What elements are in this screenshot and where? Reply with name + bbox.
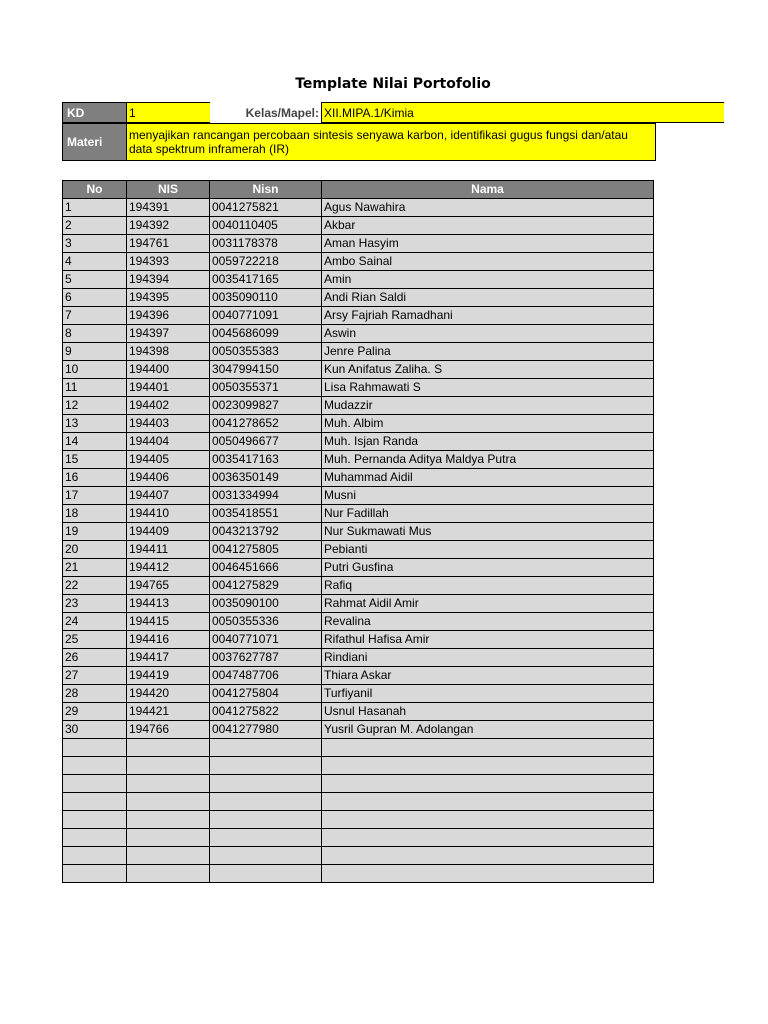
materi-label: Materi [63,124,127,161]
kd-row [62,102,724,123]
table-row [63,415,654,433]
cell-no[interactable]: 7 [63,307,127,325]
cell-no[interactable]: 29 [63,703,127,721]
cell-nis[interactable]: 194402 [127,397,210,415]
table-row [63,829,654,847]
cell-nama[interactable]: Kun Anifatus Zaliha. S [322,361,654,379]
cell-nisn[interactable]: 0041275822 [210,703,322,721]
cell-no[interactable]: 17 [63,487,127,505]
cell-nama[interactable] [322,793,654,811]
cell-nis[interactable] [127,775,210,793]
cell-nis[interactable]: 194400 [127,361,210,379]
cell-no[interactable]: 5 [63,271,127,289]
cell-nisn[interactable]: 0040110405 [210,217,322,235]
cell-no[interactable] [63,739,127,757]
cell-no[interactable]: 30 [63,721,127,739]
cell-nama[interactable]: Andi Rian Saldi [322,289,654,307]
cell-nis[interactable]: 194405 [127,451,210,469]
cell-nama[interactable]: Rafiq [322,577,654,595]
cell-nama[interactable]: Mudazzir [322,397,654,415]
cell-nisn[interactable]: 0050355336 [210,613,322,631]
cell-nisn[interactable] [210,829,322,847]
table-row [63,487,654,505]
cell-no[interactable]: 9 [63,343,127,361]
cell-nis[interactable]: 194421 [127,703,210,721]
table-row [63,199,654,217]
cell-nis[interactable] [127,739,210,757]
table-row [63,217,654,235]
table-row [63,865,654,883]
cell-nama[interactable]: Muh. Albim [322,415,654,433]
cell-nama[interactable]: Arsy Fajriah Ramadhani [322,307,654,325]
cell-nisn[interactable]: 0059722218 [210,253,322,271]
cell-nama[interactable]: Rifathul Hafisa Amir [322,631,654,649]
table-row [63,847,654,865]
cell-no[interactable]: 13 [63,415,127,433]
cell-no[interactable]: 16 [63,469,127,487]
cell-nisn[interactable] [210,865,322,883]
cell-nama[interactable]: Akbar [322,217,654,235]
document-title: Template Nilai Portofolio [295,76,491,92]
cell-nisn[interactable]: 0035418551 [210,505,322,523]
cell-nama[interactable]: Nur Sukmawati Mus [322,523,654,541]
table-row [63,271,654,289]
cell-no[interactable]: 20 [63,541,127,559]
cell-no[interactable]: 3 [63,235,127,253]
column-header-no[interactable]: No [63,181,127,199]
cell-nama[interactable]: Rahmat Aidil Amir [322,595,654,613]
cell-nis[interactable]: 194409 [127,523,210,541]
cell-nis[interactable] [127,865,210,883]
cell-no[interactable]: 18 [63,505,127,523]
table-row [63,739,654,757]
cell-nama[interactable]: Muh. Isjan Randa [322,433,654,451]
cell-nis[interactable]: 194413 [127,595,210,613]
cell-nis[interactable]: 194411 [127,541,210,559]
cell-no[interactable] [63,757,127,775]
table-row [63,469,654,487]
cell-nis[interactable]: 194420 [127,685,210,703]
table-row [63,325,654,343]
cell-nis[interactable]: 194761 [127,235,210,253]
cell-nisn[interactable] [210,847,322,865]
cell-nisn[interactable]: 0043213792 [210,523,322,541]
table-row [63,505,654,523]
cell-nis[interactable]: 194415 [127,613,210,631]
cell-no[interactable] [63,829,127,847]
materi-value[interactable]: menyajikan rancangan percobaan sintesis senyawa karbon, identifikasi gugus fungsi dan/atau data spektrum inframerah (IR) [127,124,656,161]
cell-nisn[interactable]: 0045686099 [210,325,322,343]
cell-nama[interactable]: Rindiani [322,649,654,667]
table-row [63,253,654,271]
cell-nis[interactable]: 194398 [127,343,210,361]
table-row [63,379,654,397]
table-row [63,775,654,793]
table-row [63,541,654,559]
kelas-mapel-label: Kelas/Mapel: [245,105,319,120]
cell-nisn[interactable]: 0041277980 [210,721,322,739]
cell-nama[interactable]: Aman Hasyim [322,235,654,253]
cell-nis[interactable]: 194392 [127,217,210,235]
cell-nama[interactable]: Muh. Pernanda Aditya Maldya Putra [322,451,654,469]
cell-nama[interactable]: Musni [322,487,654,505]
table-row [63,685,654,703]
cell-nisn[interactable]: 0035090100 [210,595,322,613]
table-row [63,235,654,253]
cell-nis[interactable]: 194410 [127,505,210,523]
student-table [62,180,654,883]
cell-no[interactable]: 21 [63,559,127,577]
cell-nis[interactable]: 194396 [127,307,210,325]
table-row [63,595,654,613]
cell-no[interactable]: 24 [63,613,127,631]
table-row [63,721,654,739]
cell-nama[interactable]: Nur Fadillah [322,505,654,523]
cell-nisn[interactable]: 0031178378 [210,235,322,253]
cell-nama[interactable] [322,775,654,793]
cell-no[interactable]: 10 [63,361,127,379]
cell-nisn[interactable]: 0031334994 [210,487,322,505]
kelas-mapel-value[interactable]: XII.MIPA.1/Kimia [322,103,724,123]
cell-nama[interactable]: Aswin [322,325,654,343]
table-row [63,577,654,595]
cell-nama[interactable]: Revalina [322,613,654,631]
cell-nis[interactable]: 194412 [127,559,210,577]
cell-nisn[interactable]: 0041275829 [210,577,322,595]
column-header-nama[interactable]: Nama [322,181,654,199]
cell-no[interactable]: 4 [63,253,127,271]
table-row [63,613,654,631]
cell-nis[interactable]: 194395 [127,289,210,307]
table-row [63,343,654,361]
cell-nisn[interactable]: 0041278652 [210,415,322,433]
cell-nisn[interactable]: 0036350149 [210,469,322,487]
cell-nis[interactable]: 194394 [127,271,210,289]
column-header-nis[interactable]: NIS [127,181,210,199]
cell-nisn[interactable]: 0047487706 [210,667,322,685]
cell-nisn[interactable]: 0041275805 [210,541,322,559]
cell-nisn[interactable]: 0040771091 [210,307,322,325]
cell-nis[interactable]: 194407 [127,487,210,505]
cell-nama[interactable]: Muhammad Aidil [322,469,654,487]
cell-nisn[interactable]: 0041275804 [210,685,322,703]
cell-no[interactable]: 23 [63,595,127,613]
cell-no[interactable]: 22 [63,577,127,595]
cell-nis[interactable]: 194404 [127,433,210,451]
cell-nis[interactable]: 194391 [127,199,210,217]
cell-nisn[interactable] [210,811,322,829]
cell-nisn[interactable]: 0050355371 [210,379,322,397]
table-row [63,397,654,415]
cell-no[interactable] [63,775,127,793]
cell-no[interactable]: 14 [63,433,127,451]
cell-nama[interactable]: Thiara Askar [322,667,654,685]
cell-nisn[interactable] [210,757,322,775]
cell-nis[interactable]: 194765 [127,577,210,595]
cell-nisn[interactable]: 0023099827 [210,397,322,415]
cell-nisn[interactable]: 0035417165 [210,271,322,289]
table-row [63,703,654,721]
cell-nama[interactable] [322,829,654,847]
cell-no[interactable]: 6 [63,289,127,307]
cell-no[interactable] [63,793,127,811]
cell-nis[interactable] [127,793,210,811]
cell-nama[interactable]: Jenre Palina [322,343,654,361]
cell-nama[interactable] [322,865,654,883]
cell-nisn[interactable]: 0041275821 [210,199,322,217]
table-row [63,307,654,325]
cell-nama[interactable]: Pebianti [322,541,654,559]
table-row [63,433,654,451]
table-row [63,793,654,811]
cell-no[interactable] [63,865,127,883]
table-row [63,559,654,577]
table-row [63,289,654,307]
table-row [63,361,654,379]
cell-no[interactable]: 1 [63,199,127,217]
cell-nama[interactable]: Ambo Sainal [322,253,654,271]
table-row [63,631,654,649]
cell-no[interactable]: 8 [63,325,127,343]
cell-nis[interactable] [127,829,210,847]
cell-nis[interactable] [127,757,210,775]
cell-nis[interactable]: 194406 [127,469,210,487]
cell-nisn[interactable] [210,739,322,757]
cell-no[interactable] [63,847,127,865]
cell-nis[interactable]: 194416 [127,631,210,649]
cell-nisn[interactable]: 0050496677 [210,433,322,451]
table-row [63,757,654,775]
cell-nisn[interactable] [210,775,322,793]
cell-nis[interactable]: 194766 [127,721,210,739]
cell-nis[interactable] [127,811,210,829]
kd-value[interactable]: 1 [127,103,210,123]
table-row [63,811,654,829]
cell-nisn[interactable] [210,793,322,811]
cell-nama[interactable]: Putri Gusfina [322,559,654,577]
cell-nis[interactable]: 194419 [127,667,210,685]
cell-no[interactable] [63,811,127,829]
cell-nama[interactable] [322,847,654,865]
cell-nis[interactable]: 194397 [127,325,210,343]
column-header-nisn[interactable]: Nisn [210,181,322,199]
cell-nis[interactable]: 194401 [127,379,210,397]
cell-nisn[interactable]: 0046451666 [210,559,322,577]
cell-no[interactable]: 12 [63,397,127,415]
cell-nisn[interactable]: 0050355383 [210,343,322,361]
cell-nama[interactable]: Agus Nawahira [322,199,654,217]
cell-no[interactable]: 28 [63,685,127,703]
cell-nama[interactable]: Yusril Gupran M. Adolangan [322,721,654,739]
cell-no[interactable]: 25 [63,631,127,649]
cell-nis[interactable] [127,847,210,865]
cell-no[interactable]: 27 [63,667,127,685]
cell-nisn[interactable]: 0035417163 [210,451,322,469]
table-row [63,451,654,469]
cell-nis[interactable]: 194393 [127,253,210,271]
cell-no[interactable]: 26 [63,649,127,667]
cell-nisn[interactable]: 0037627787 [210,649,322,667]
cell-no[interactable]: 2 [63,217,127,235]
cell-no[interactable]: 15 [63,451,127,469]
cell-no[interactable]: 19 [63,523,127,541]
cell-nisn[interactable]: 0035090110 [210,289,322,307]
cell-nama[interactable]: Turfiyanil [322,685,654,703]
kd-label: KD [63,103,127,123]
cell-nama[interactable]: Lisa Rahmawati S [322,379,654,397]
table-row [63,649,654,667]
cell-nama[interactable] [322,757,654,775]
cell-nis[interactable]: 194403 [127,415,210,433]
cell-no[interactable]: 11 [63,379,127,397]
table-row [63,667,654,685]
table-row [63,523,654,541]
cell-nisn[interactable]: 0040771071 [210,631,322,649]
cell-nama[interactable] [322,811,654,829]
cell-nis[interactable]: 194417 [127,649,210,667]
cell-nama[interactable] [322,739,654,757]
cell-nisn[interactable]: 3047994150 [210,361,322,379]
cell-nama[interactable]: Amin [322,271,654,289]
cell-nama[interactable]: Usnul Hasanah [322,703,654,721]
materi-row [62,123,656,161]
